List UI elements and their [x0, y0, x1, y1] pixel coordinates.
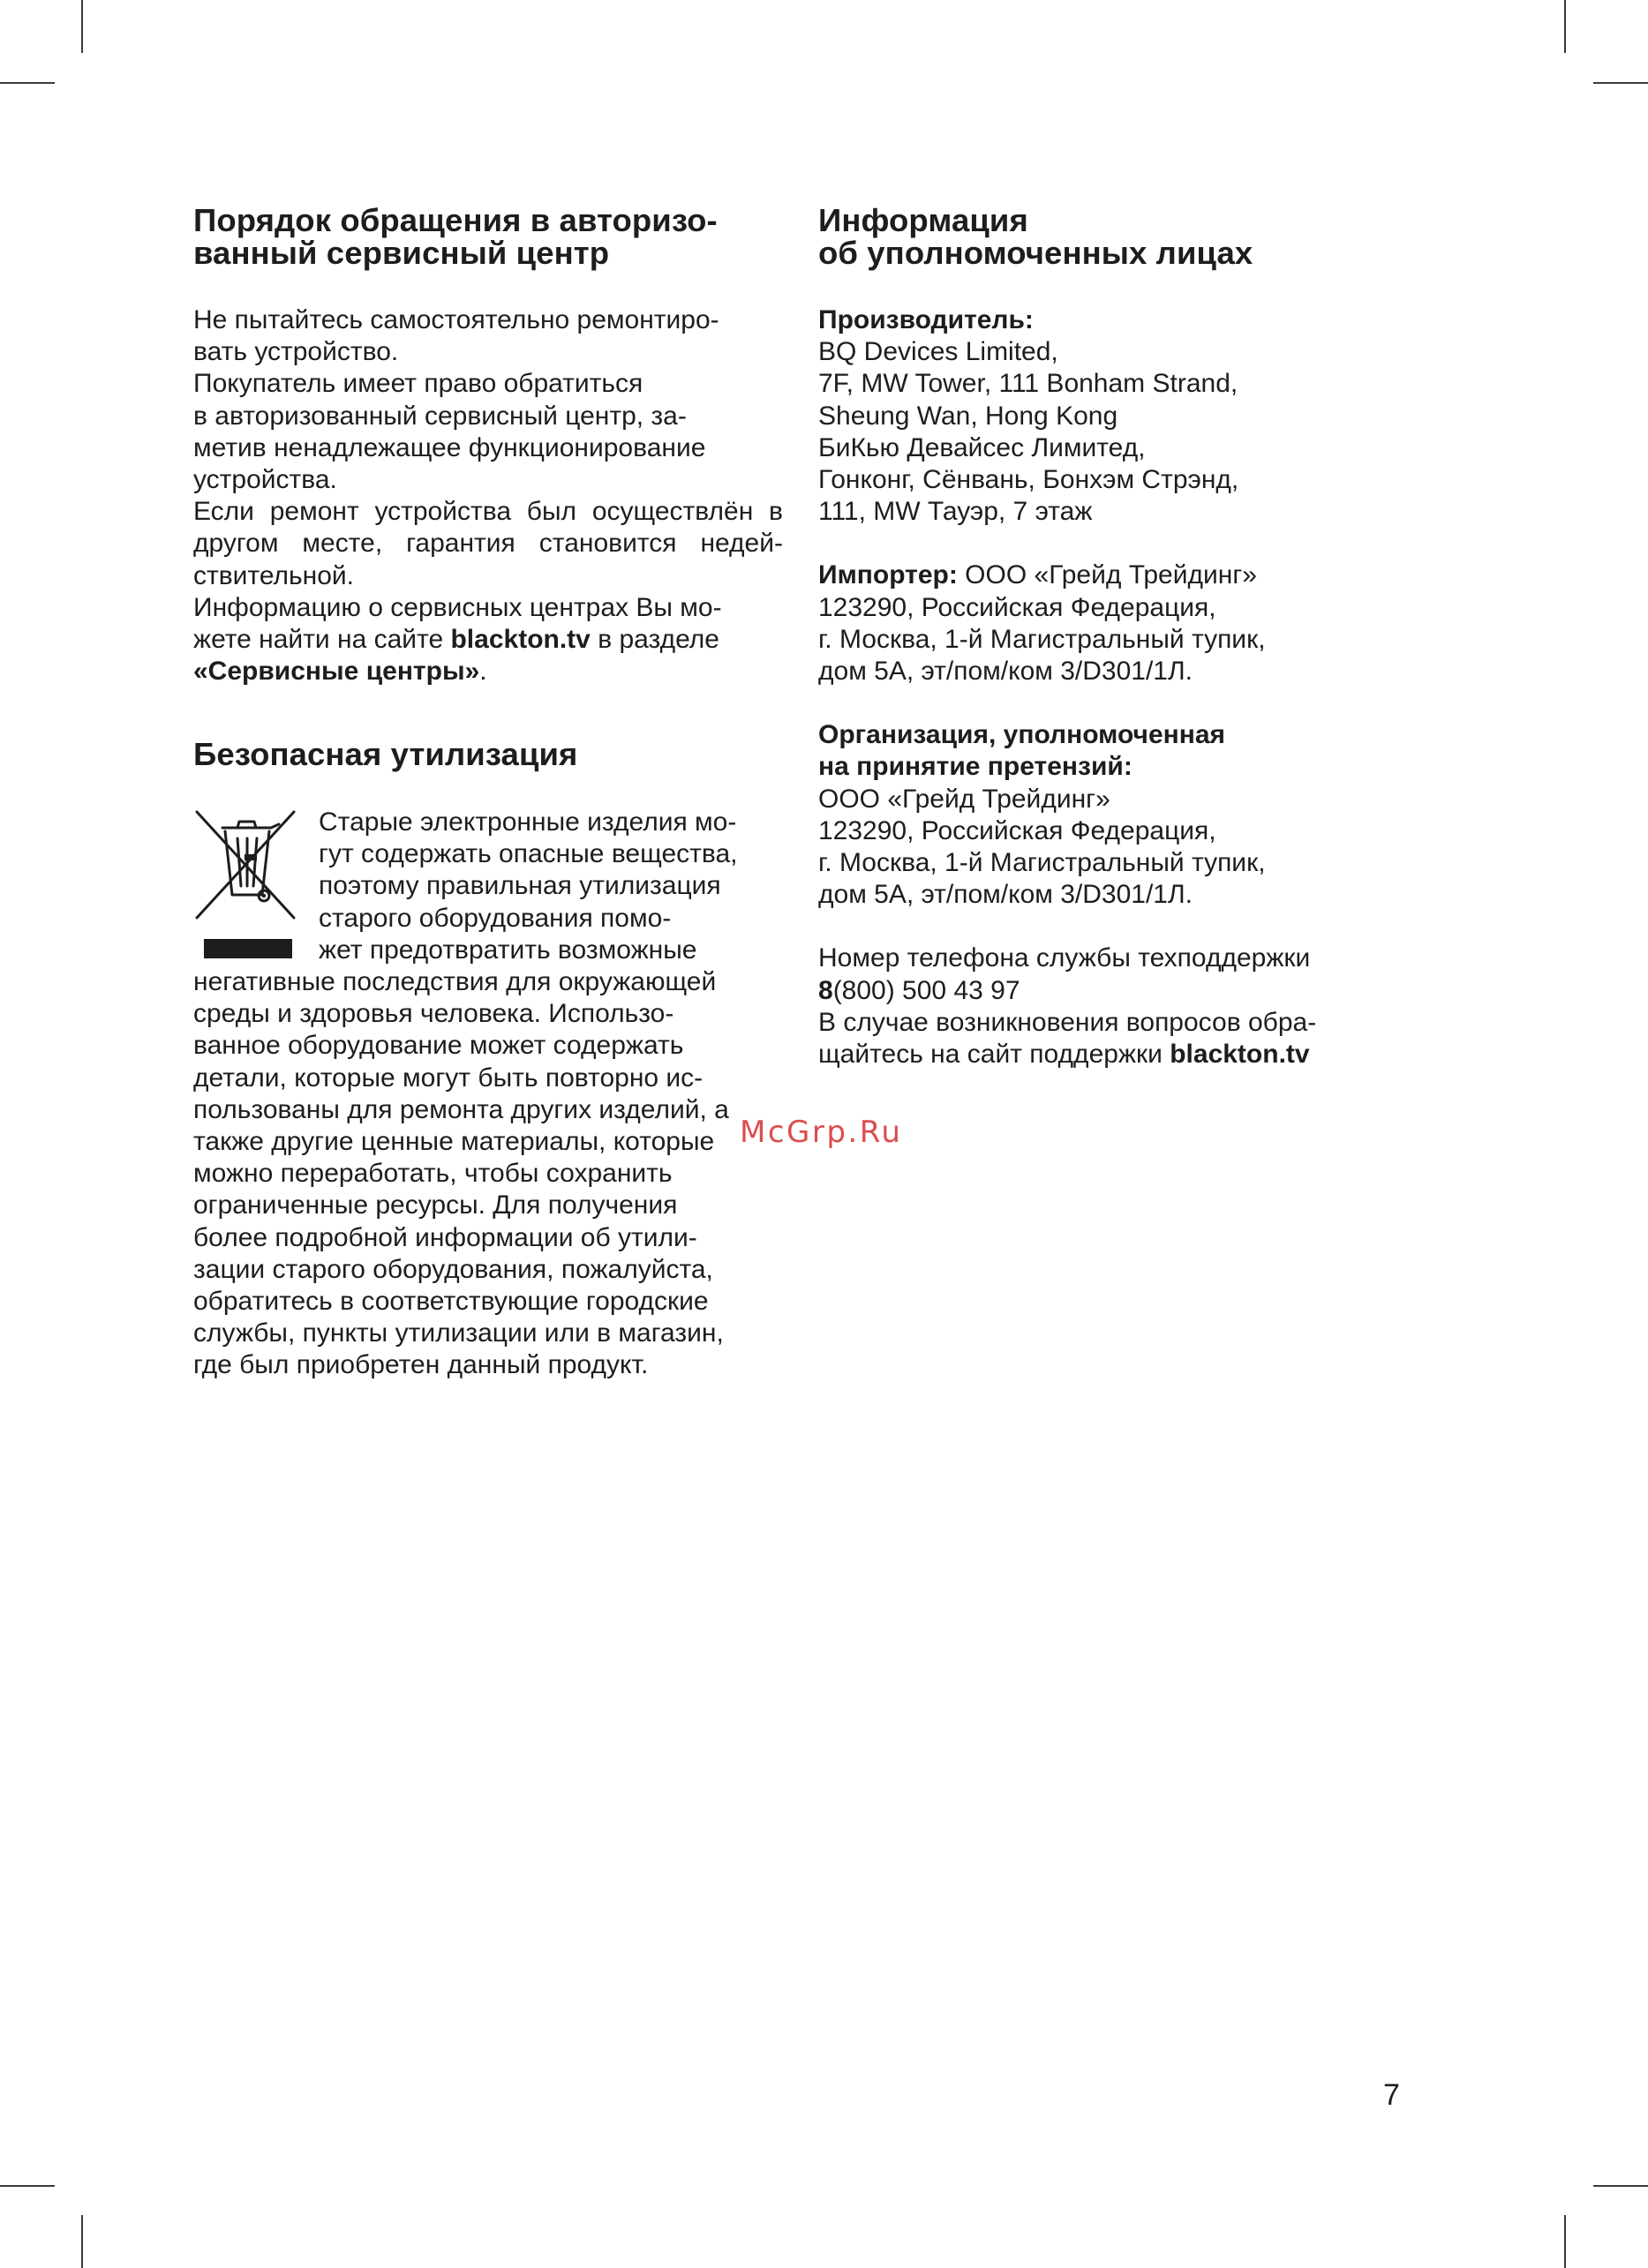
service-center-heading — [193, 202, 783, 271]
text-line — [193, 624, 783, 656]
text-line: Информацию о сервисных центрах Вы мо- — [193, 592, 722, 622]
text-line: зации старого оборудования, пожалуйста, — [193, 1254, 713, 1284]
right-column — [818, 202, 1454, 1070]
text-line: BQ Devices Limited, — [818, 337, 1058, 367]
text-line — [193, 656, 783, 687]
text-line: Sheung Wan, Hong Kong — [818, 401, 1118, 431]
text-line: гут содержать опасные вещества, — [319, 839, 738, 869]
text-line: метив ненадлежащее функционирование — [193, 432, 706, 462]
left-column — [193, 202, 783, 1382]
text-line: ограниченные ресурсы. Для получения — [193, 1190, 678, 1220]
crop-mark — [0, 82, 55, 84]
text-line: 123290, Российская Федерация, — [818, 815, 1216, 845]
manufacturer-label: Производитель: — [818, 305, 1034, 334]
phone-prefix: 8 — [818, 975, 833, 1005]
text-fragment: жете найти на сайте — [193, 625, 451, 655]
text-line: вать устройство. — [193, 337, 399, 367]
text-line: ствительной. — [193, 560, 355, 590]
text-line: Не пытайтесь самостоятельно ремонтиро- — [193, 305, 719, 334]
text-line: детали, которые могут быть повторно ис- — [193, 1063, 704, 1093]
importer-name: ООО «Грейд Трейдинг» — [957, 560, 1257, 590]
text-line: г. Москва, 1-й Магистральный тупик, — [818, 624, 1266, 654]
importer-label: Импортер: — [818, 560, 958, 590]
crop-mark — [81, 2215, 83, 2268]
claims-label: Организация, уполномоченная — [818, 720, 1226, 750]
text-line: 111, MW Тауэр, 7 этаж — [818, 497, 1093, 527]
text-line — [818, 1039, 1454, 1070]
text-line: также другие ценные материалы, которые — [193, 1126, 715, 1156]
website-link[interactable]: blackton.tv — [450, 625, 591, 655]
text-line: негативные последствия для окружающей — [193, 966, 717, 996]
claims-label: на принятие претензий: — [818, 752, 1133, 782]
importer-block — [818, 559, 1454, 687]
text-line: дом 5А, эт/пом/ком 3/D301/1Л. — [818, 880, 1193, 910]
crop-mark — [1593, 82, 1648, 84]
crop-mark — [81, 0, 83, 53]
text-line: устройства. — [193, 465, 337, 495]
text-line: БиКью Девайсес Лимитед, — [818, 432, 1146, 462]
text-line: ООО «Грейд Трейдинг» — [818, 784, 1110, 814]
text-line: службы, пункты утилизации или в магазин, — [193, 1318, 724, 1348]
text-line: более подробной информации об утили- — [193, 1222, 697, 1252]
heading-line: Информация — [818, 202, 1028, 238]
text-line: Гонконг, Сёнвань, Бонхэм Стрэнд, — [818, 465, 1239, 495]
watermark: McGrp.Ru — [740, 1115, 903, 1150]
crop-mark — [1564, 2215, 1566, 2268]
text-line: другом месте, гарантия становится недей- — [193, 529, 783, 559]
text-fragment: . — [479, 657, 487, 687]
text-line: г. Москва, 1-й Магистральный тупик, — [818, 848, 1266, 878]
support-phone[interactable] — [818, 975, 1454, 1007]
manufacturer-block — [818, 304, 1454, 528]
crop-mark — [1593, 2185, 1648, 2187]
text-line: поэтому правильная утилизация — [319, 871, 721, 901]
heading-line: ванный сервисный центр — [193, 234, 610, 271]
text-line: обратитесь в соответствующие городские — [193, 1286, 709, 1316]
text-line: где был приобретен данный продукт. — [193, 1350, 649, 1380]
support-phone-label: Номер телефона службы техподдержки — [818, 943, 1311, 973]
authorized-persons-section — [818, 202, 1454, 1070]
text-line: в авторизованный сервисный центр, за- — [193, 401, 687, 431]
claims-organization-block — [818, 719, 1454, 911]
disposal-text-block — [193, 807, 783, 1382]
crop-mark — [1564, 0, 1566, 53]
text-line: 123290, Российская Федерация, — [818, 592, 1216, 622]
disposal-section — [193, 736, 783, 1381]
disposal-heading: Безопасная утилизация — [193, 736, 578, 773]
page-number: 7 — [1383, 2078, 1400, 2112]
service-center-section — [193, 202, 783, 687]
text-line: дом 5А, эт/пом/ком 3/D301/1Л. — [818, 657, 1193, 687]
text-line: ванное оборудование может содержать — [193, 1031, 684, 1061]
authorized-persons-heading — [818, 202, 1454, 271]
heading-line: об уполномоченных лицах — [818, 234, 1253, 271]
text-line: пользованы для ремонта других изделий, а — [193, 1094, 729, 1124]
crossed-out-wheelie-bin-icon — [193, 808, 297, 958]
text-fragment: щайтесь на сайт поддержки — [818, 1040, 1170, 1070]
phone-number: (800) 500 43 97 — [832, 975, 1020, 1005]
text-line: Старые электронные изделия мо- — [319, 807, 737, 837]
text-line: среды и здоровья человека. Использо- — [193, 999, 674, 1029]
text-line — [818, 559, 1454, 591]
text-line: можно переработать, чтобы сохранить — [193, 1159, 673, 1189]
support-block — [818, 942, 1454, 1070]
service-centers-section-name: «Сервисные центры» — [193, 657, 480, 687]
text-line: В случае возникновения вопросов обра- — [818, 1007, 1317, 1037]
text-line: жет предотвратить возможные — [319, 935, 697, 965]
text-fragment: в разделе — [590, 625, 719, 655]
text-line: Покупатель имеет право обратиться — [193, 369, 643, 399]
text-line: 7F, MW Tower, 111 Bonham Strand, — [818, 369, 1238, 399]
support-website-link[interactable]: blackton.tv — [1170, 1040, 1310, 1070]
text-line: Если ремонт устройства был осуществлён в — [193, 497, 783, 527]
text-line: старого оборудования помо- — [319, 903, 672, 933]
crop-mark — [0, 2185, 55, 2187]
heading-line: Порядок обращения в авторизо- — [193, 202, 718, 238]
